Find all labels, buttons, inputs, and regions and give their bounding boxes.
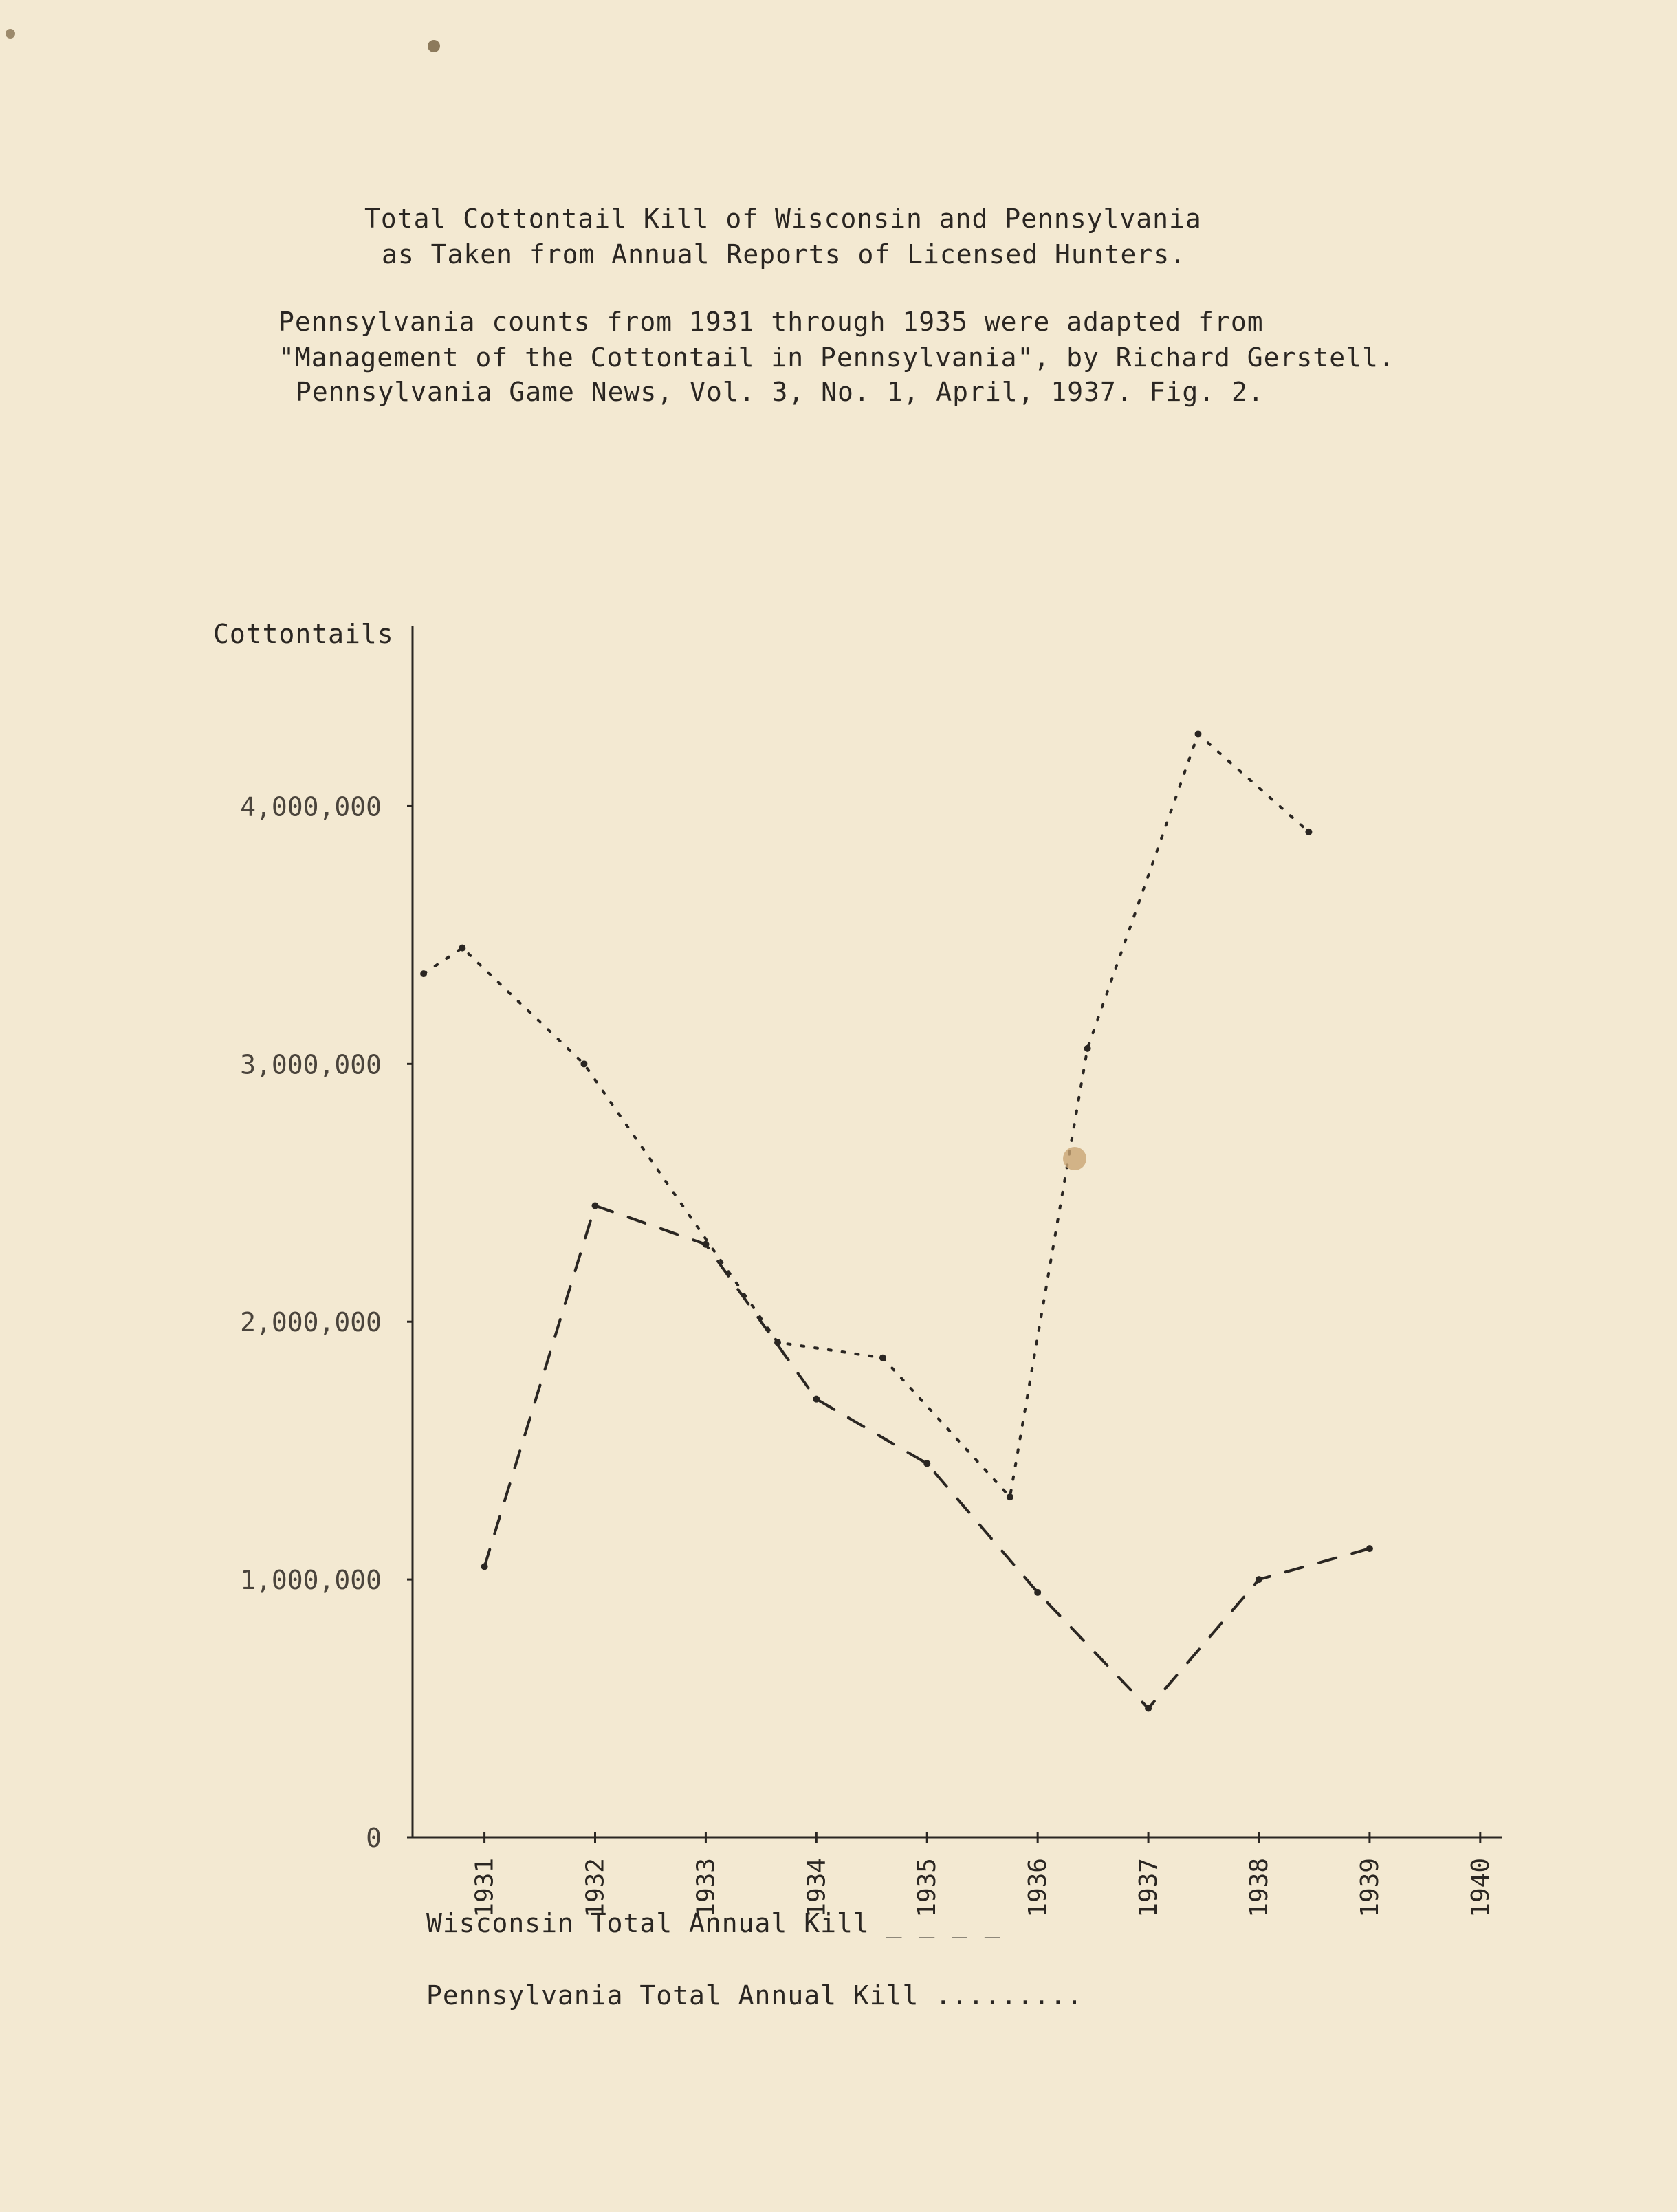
- chart-title-line2: as Taken from Annual Reports of Licensed Hunters.: [382, 239, 1187, 270]
- source-note-line1: Pennsylvania counts from 1931 through 1935 were adapted from: [278, 307, 1264, 337]
- legend-wisconsin: Wisconsin Total Annual Kill _ _ _ _: [426, 1908, 1001, 1938]
- chart-series: [420, 730, 1373, 1711]
- wisconsin-data-point: [1034, 1589, 1041, 1596]
- y-tick-label: 1,000,000: [240, 1565, 382, 1596]
- wisconsin-data-point: [1366, 1545, 1373, 1552]
- paper-speck: [428, 40, 440, 52]
- pennsylvania-data-point: [459, 945, 465, 952]
- wisconsin-data-point: [702, 1241, 709, 1248]
- paper-speck: [6, 29, 15, 39]
- x-tick-label: 1931: [470, 1858, 499, 1918]
- pennsylvania-data-point: [1194, 730, 1201, 737]
- x-tick-label: 1934: [802, 1858, 831, 1918]
- y-tick-label: 3,000,000: [240, 1049, 382, 1080]
- paper-speck: [1063, 1147, 1086, 1170]
- wisconsin-series-line: [485, 1206, 1370, 1709]
- pennsylvania-data-point: [1084, 1045, 1091, 1052]
- pennsylvania-series-line: [424, 734, 1308, 1498]
- wisconsin-data-point: [1256, 1576, 1262, 1583]
- pennsylvania-data-point: [774, 1339, 781, 1346]
- x-tick-label: 1932: [581, 1858, 610, 1918]
- chart-title-line1: Total Cottontail Kill of Wisconsin and Pennsylvania: [364, 204, 1202, 234]
- x-axis-ticks: [471, 1832, 1495, 1918]
- pennsylvania-data-point: [1007, 1493, 1013, 1500]
- y-tick-label: 4,000,000: [240, 791, 382, 822]
- wisconsin-data-point: [592, 1203, 599, 1209]
- pennsylvania-data-point: [420, 970, 427, 977]
- y-axis-label: Cottontails: [213, 619, 394, 649]
- x-tick-label: 1936: [1024, 1858, 1053, 1918]
- y-tick-label: 0: [366, 1823, 382, 1853]
- x-tick-label: 1935: [913, 1858, 942, 1918]
- wisconsin-data-point: [813, 1396, 820, 1403]
- pennsylvania-data-point: [580, 1060, 587, 1067]
- pennsylvania-data-point: [1305, 829, 1312, 835]
- pennsylvania-data-point: [879, 1355, 886, 1361]
- source-note-line3: Pennsylvania Game News, Vol. 3, No. 1, April, 1937. Fig. 2.: [296, 377, 1264, 407]
- chart-axes: [413, 626, 1502, 1837]
- x-tick-label: 1940: [1466, 1858, 1495, 1918]
- wisconsin-data-point: [1145, 1705, 1152, 1712]
- legend-pennsylvania: Pennsylvania Total Annual Kill .........: [426, 1980, 1084, 2011]
- x-tick-label: 1933: [692, 1858, 721, 1918]
- x-tick-label: 1937: [1135, 1858, 1163, 1918]
- x-tick-label: 1939: [1355, 1858, 1384, 1918]
- wisconsin-data-point: [923, 1460, 930, 1467]
- source-note-line2: "Management of the Cottontail in Pennsylvania", by Richard Gerstell.: [278, 342, 1395, 373]
- wisconsin-data-point: [481, 1563, 488, 1570]
- y-tick-label: 2,000,000: [240, 1307, 382, 1338]
- y-axis-ticks: [240, 791, 413, 1853]
- x-tick-label: 1938: [1245, 1858, 1273, 1918]
